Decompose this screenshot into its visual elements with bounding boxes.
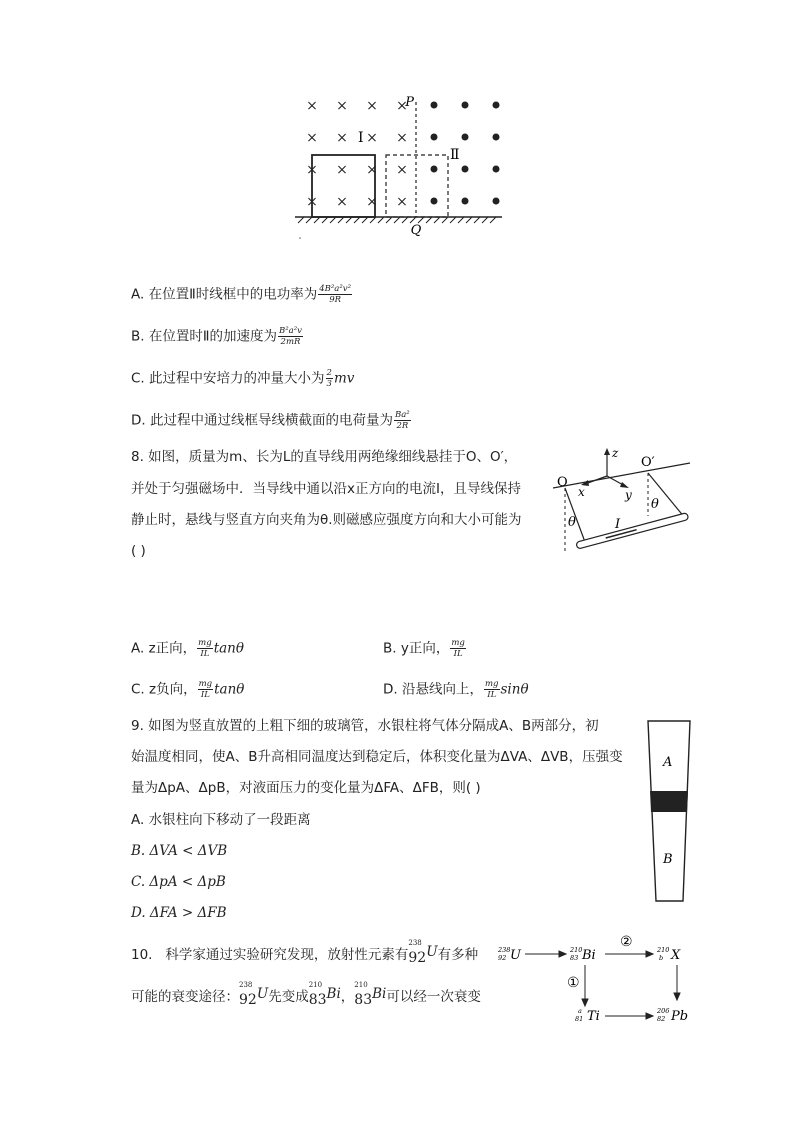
svg-text:×: × [336, 162, 348, 178]
q7-option-d: D. 此过程中通过线框导线横截面的电荷量为 $\frac{\text{Ba²}}{2R}$ [131, 410, 410, 431]
current-label: I [615, 517, 621, 532]
q8-option-b: B. y正向， $\frac{mg}{IL}$ [383, 638, 465, 659]
svg-text:b: b [659, 954, 664, 962]
q8-stem-line2: 并处于匀强磁场中．当导线中通以沿x正方向的电流I，且导线保持 [131, 481, 521, 497]
label-i: Ⅰ [358, 130, 364, 146]
svg-text:×: × [336, 98, 348, 114]
q8-option-d: D. 沿悬线向上， $\frac{mg}{IL}$ sinθ [383, 679, 529, 700]
q8-stem-line4: ( ) [131, 543, 146, 559]
svg-text:×: × [396, 130, 408, 146]
q8-option-c: C. z负向， $\frac{mg}{IL}$ tanθ [131, 679, 245, 700]
q9-option-c: C. ΔpA < ΔpB [131, 874, 226, 890]
q9-option-a: A. 水银柱向下移动了一段距离 [131, 812, 311, 828]
svg-text:210: 210 [657, 946, 670, 954]
svg-text:×: × [366, 162, 378, 178]
svg-text:×: × [306, 162, 318, 178]
svg-text:×: × [306, 98, 318, 114]
q7-option-a: A. 在位置Ⅱ时线框中的电功率为 $\frac{\text{4B²a²v²}}{9R}$ [131, 284, 351, 305]
q7-option-b: B. 在位置时Ⅱ的加速度为 $\frac{\text{B²a²v}}{2mR}$ [131, 326, 302, 347]
q10-stem-line2: 可能的衰变途径： 238 92U先变成 210 83Bi， 210 83Bi可以经一次衰变 [131, 981, 481, 1008]
svg-text:210: 210 [570, 946, 583, 954]
svg-text:81: 81 [575, 1015, 584, 1023]
theta-label-right: θ [651, 497, 659, 512]
nuclide-x: X [671, 948, 681, 963]
label-ii: Ⅱ [450, 147, 460, 163]
q8-option-a: A. z正向， $\frac{mg}{IL}$ tanθ [131, 638, 244, 659]
mercury-column [650, 791, 688, 812]
axis-z-label: z [612, 446, 619, 460]
label-o: O [557, 475, 568, 490]
svg-text:×: × [306, 130, 318, 146]
nuclide-bi: Bi [582, 948, 596, 963]
gas-a-label: A [663, 755, 673, 770]
svg-text:×: × [396, 98, 408, 114]
svg-text:×: × [366, 194, 378, 210]
q9-stem-line3: 量为ΔpA、ΔpB，对液面压力的变化量为ΔFA、ΔFB，则( ) [131, 780, 481, 796]
q7-option-c: C. 此过程中安培力的冲量大小为 $\frac{2}{3}$ mv [131, 368, 355, 389]
svg-text:83: 83 [570, 954, 579, 962]
glass-tube-figure [645, 718, 695, 904]
gas-b-label: B [663, 852, 673, 867]
q8-stem-line1: 8. 如图，质量为m、长为L的直导线用两绝缘细线悬挂于O、O′， [131, 449, 518, 465]
nuclide-ti: Ti [587, 1009, 600, 1024]
svg-text:×: × [396, 162, 408, 178]
path-1-marker: ① [567, 975, 580, 991]
axis-y-label: y [625, 488, 632, 502]
svg-text:×: × [336, 194, 348, 210]
path-2-marker: ② [620, 934, 633, 950]
axis-x-label: x [578, 485, 585, 499]
svg-text:238: 238 [498, 946, 511, 954]
q9-stem-line2: 始温度相同，使A、B升高相同温度达到稳定后，体积变化量为ΔVA、ΔVB，压强变 [131, 749, 623, 765]
svg-text:82: 82 [657, 1015, 666, 1023]
nuclide-u: U [510, 948, 521, 963]
dot-markers [431, 102, 500, 205]
svg-text:×: × [396, 194, 408, 210]
label-q: Q [410, 223, 422, 238]
decay-scheme-figure [495, 932, 695, 1032]
svg-text:a: a [578, 1007, 582, 1015]
cross-markers [306, 98, 408, 210]
svg-text:×: × [366, 98, 378, 114]
hanging-wire-figure [545, 446, 700, 558]
label-o-prime: O′ [641, 455, 655, 470]
svg-text:×: × [366, 130, 378, 146]
q9-stem-line1: 9. 如图为竖直放置的上粗下细的玻璃管，水银柱将气体分隔成A、B两部分，初 [131, 718, 599, 734]
q9-option-d: D. ΔFA > ΔFB [131, 905, 227, 921]
svg-text:92: 92 [498, 954, 507, 962]
magnetic-field-figure [290, 92, 510, 242]
theta-label-left: θ [568, 515, 576, 530]
svg-text:×: × [336, 130, 348, 146]
nuclide-pb: Pb [671, 1009, 689, 1024]
label-p: P [405, 95, 414, 110]
q10-stem-line1: 10. 科学家通过实验研究发现，放射性元素有 238 92U有多种 [131, 939, 479, 966]
svg-text:206: 206 [657, 1007, 670, 1015]
q9-option-b: B. ΔVA < ΔVB [131, 843, 228, 859]
ground-hatching [298, 217, 496, 223]
svg-text:×: × [306, 194, 318, 210]
q8-stem-line3: 静止时，悬线与竖直方向夹角为θ.则磁感应强度方向和大小可能为 [131, 512, 522, 528]
